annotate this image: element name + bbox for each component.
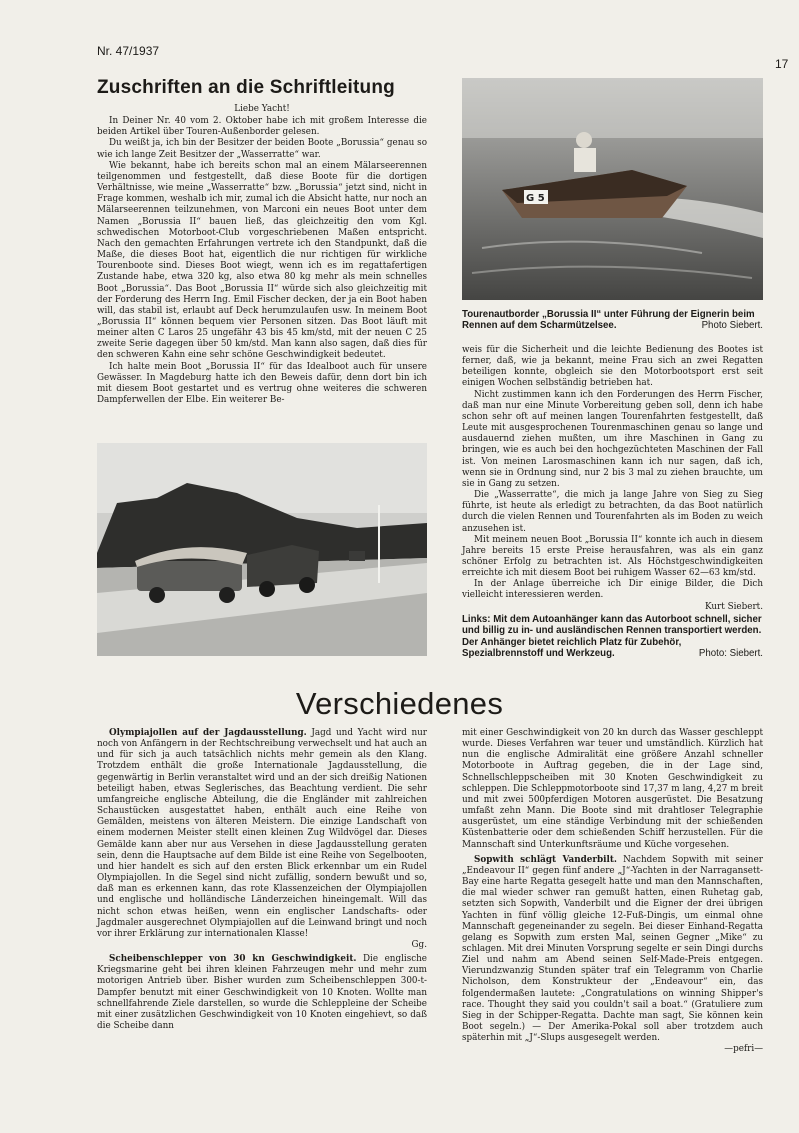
misc-left-column — [97, 728, 427, 1032]
misc-right-column — [462, 728, 763, 1056]
article-signature: —pefri— — [724, 1044, 763, 1055]
speedboat-photo — [462, 78, 763, 300]
misc-article-sopwith — [462, 855, 763, 1045]
misc-article-scheibenschlepper — [97, 954, 427, 1032]
letter-paragraph: Wie bekannt, habe ich bereits schon mal an einem Mälarseerennen teilgenommen und festgestellt, daß diese Boote für die dortigen Verhältnisse, wie meine „Wasserratte“ bzw. „Borussia“ jetzt sind, nicht in Frage kommen, weshalb ich mir, zumal ich die Absicht hatte, nur noch an Mälarseerennen teilzunehmen, von Marconi ein neues Boot unter dem Namen „Borussia II“ bauen ließ, das gleichzeitig den vom Kgl. schwedischen Motorboot-Club vorgeschriebenen Maßen entspricht. Nach den gemachten Erfahrungen vertrete ich den Standpunkt, daß die Maße, die dieses Boot hat, eigentlich die nur richtigen für wirkliche Tourenboote sind. Dieses Boot wiegt, wenn ich es im regattafertigen Zustande habe, etwa 320 kg, also etwa 80 kg mehr als mein schnelles Boot „Borussia“. Das Boot „Borussia II“ würde sich also gleichzeitig mit der Forderung des Herrn Ing. Emil Fischer decken, der ja ein Boot haben will, das stabil ist, erlaubt auf Deck herumzulaufen usw. In meinem Boot „Borussia II“ können bequem vier Personen sitzen. Das Boot läuft mit meiner alten C Laros 25 ungefähr 43 bis 45 km/std, mit der neuen C 25 zweite Serie dagegen über 50 km/std. Man kann also sagen, daß dies für den schweren Kahn eine sehr schöne Geschwindigkeit bedeutet. — [97, 160, 427, 361]
article-heading: Sopwith schlägt Vanderbilt. — [474, 854, 617, 865]
letter-paragraph: Nicht zustimmen kann ich den Forderungen des Herrn Fischer, daß man nur eine Minute Vorbereitung geben soll, denn ich habe schon sehr oft auf meinen langen Tourenfahrten festgestellt, daß Leute mit ausgesprochenen Tourenmaschinen genau so lange und ausdauernd ziehen mußten, um ihre Maschinen in Gang zu bringen, wie es auch bei den hochgezüchteten Maschinen der Fall ist. Von meinen Larosmaschinen kann ich nur sagen, daß ich, wenn sie in Ordnung sind, nur 2 bis 3 mal zu ziehen brauchte, um sie in Gang zu setzen. — [462, 389, 763, 489]
misc-section-title: Verschiedenes — [295, 686, 504, 721]
page-number: 17 — [775, 57, 789, 71]
letter-paragraph: Mit meinem neuen Boot „Borussia II“ konnte ich auch in diesem Jahre bereits 15 erste Preise herausfahren, was als ein ganz schöner Erfolg zu betrachten ist. Als Höchstgeschwindigkeiten erreichte ich mit diesem Boot bei ruhigem Wasser 62—63 km/std. — [462, 534, 763, 579]
speedboat-photo-credit: Photo Siebert. — [701, 320, 763, 332]
letter-paragraph: In der Anlage überreiche ich Dir einige Bilder, die Dich vielleicht interessieren werden. — [462, 579, 763, 601]
letter-greeting: Liebe Yacht! — [234, 104, 290, 114]
article-text: Jagd und Yacht wird nur noch von Anfängern in der Rechtschreibung verwechselt und hat auch an und für sich ja auch tatsächlich nichts mehr gemein als den Klang. Trotzdem enthält die große Internationale Jagdausstellung, die gegenwärtig in Berlin veranstaltet wird und an der sich dreißig Nationen beteiligt haben, etwas Seglerisches, das Beachtung verdient. Die sehr umfangreiche englische Abteilung, die die Engländer mit zahlreichen Schaustücken ausgestattet haben, enthält auch eine Reihe von Gemälden, meistens von älteren Meistern. Die einzige Landschaft von einem modernen Meister stellt einen kleinen Zug Wildvögel dar. Dieses Gemälde kann aber nur aus Versehen in diese Jagdausstellung geraten sein, denn die Hauptsache auf dem Bilde ist eine Reihe von Segelbooten, und hier handelt es sich auf den ersten Blick erkennbar um ein Rudel Olympiajollen. In die Segel sind nicht zufällig, sondern bewußt und so, daß man es erkennen kann, das rote Klassenzeichen der Olympiajollen und englische und holländische Länderzeichen hineingemalt. Will das nicht schon etwas heißen, wenn ein englischer Landschafts- oder Jagdmaler ausgerechnet Olympiajollen auf die Leinwand bringt und noch vor ihrer Erklärung zur internationalen Klasse! — [97, 728, 427, 939]
letter-paragraph: In Deiner Nr. 40 vom 2. Oktober habe ich mit großem Interesse die beiden Artikel über Touren-Außenborder gelesen. — [97, 116, 427, 138]
trailer-photo-caption — [462, 614, 763, 659]
trailer-photo — [97, 443, 427, 656]
trailer-photo-credit: Photo: Siebert. — [698, 647, 763, 659]
svg-text:G 5: G 5 — [526, 193, 545, 204]
letter-paragraph: Du weißt ja, ich bin der Besitzer der beiden Boote „Borussia“ genau so wie ich lange Zeit Besitzer der „Wasserratte“ war. — [97, 138, 427, 160]
speedboat-illustration — [462, 78, 763, 300]
article-heading: Olympiajollen auf der Jagdausstellung. — [109, 728, 307, 738]
trailer-caption-text: Links: Mit dem Autoanhänger kann das Autorboot schnell, sicher und billig zu in- und ausländischen Rennen transportiert werden. Der Anhänger bietet reichlich Platz für Zubehör, Spezialbrennstoff und Werkzeug. — [462, 614, 762, 659]
article-heading: Scheibenschlepper von 30 kn Geschwindigkeit. — [109, 954, 357, 965]
letter-paragraph: Die „Wasserratte“, die mich ja lange Jahre von Sieg zu Sieg führte, ist heute als erledigt zu betrachten, da das Boot natürlich durch die vielen Rennen und Tourenfahrten als im Boden zu weich anzusehen ist. — [462, 490, 763, 534]
letter-right-column — [462, 345, 763, 613]
article-text: Nachdem Sopwith mit seiner „Endeavour II“ gegen fünf andere „J“-Yachten in der Narragansett-Bay eine harte Regatta gesegelt hatte und man den Mannschaften, die mal wieder schwer ran gemußt hatten, einen Ruhetag gab, setzten sich Sopwith, Vanderbilt und die Eigner der drei übrigen Yachten in fünf völlig gleiche 12-Fuß-Dingis, um einmal ohne Mannschaft gegeneinander zu segeln. Bei dieser Einhand-Regatta gelang es Sopwith zum ersten Mal, seinen Gegner „Mike“ zu schlagen. Mit drei Minuten Vorsprung segelte er sein Dingi durchs Ziel und nahm am Abend seinen Self-Made-Preis entgegen. Vierundzwanzig Stunden später traf ein Telegramm von Charlie Nicholson, dem Konstrukteur der „Endeavour“ ein, das folgendermaßen lautete: „Congratulations on winning Shipper's race. Thought they said you couldn't sail a boat.“ (Gratuliere zum Sieg in der Schipper-Regatta. Dachte man sagt, Sie können kein Boot segeln.) — Der Amerika-Pokal soll aber trotzdem auch späterhin mit „J“-Slups ausgesegelt werden. — [462, 854, 764, 1044]
article-continuation: mit einer Geschwindigkeit von 20 kn durch das Wasser geschleppt wurde. Dieses Verfahren war teuer und umständlich. Kürzlich hat nun die englische Admiralität eine größere Anzahl schneller Motorboote in Auftrag gegeben, die in der Lage sind, Schnellschleppscheiben mit 30 Knoten Geschwindigkeit zu schleppen. Die Schleppmotorboote sind 17,37 m lang, 4,27 m breit und mit zwei 500pferdigen Motoren ausgerüstet. Die Besatzung umfaßt zehn Mann. Die Boote sind mit drahtloser Telegraphie ausgerüstet, um eine ständige Verbindung mit der schießenden Küstenbatterie oder dem schießenden Schiff herzustellen. Für die Mannschaft sind Unterkunftsräume und Küche vorgesehen. — [462, 728, 763, 850]
article-text: Die englische Kriegsmarine geht bei ihren kleinen Fahrzeugen mehr und mehr zum motorigen Antrieb über. Bisher wurden zum Scheibenschleppen 300-t-Dampfer benutzt mit einer Geschwindigkeit von 10 Knoten. Wollte man schnellfahrende Ziele darstellen, so wurde die Schleppleine der Scheibe mit einer zusätzlichen Geschwindigkeit von 10 Knoten eingehievt, so daß die Scheibe dann — [97, 954, 428, 1032]
issue-number: Nr. 47/1937 — [97, 44, 160, 58]
letter-paragraph: Ich halte mein Boot „Borussia II“ für das Idealboot auch für unsere Gewässer. In Magdeburg hatte ich den Beweis dafür, denn dort bin ich mit diesem Boot gestartet und es vertrug ohne weiteres die schweren Dampferwellen der Elbe. Ein weiterer Be- — [97, 361, 427, 406]
article-signature: Gg. — [411, 939, 427, 950]
letters-section-title: Zuschriften an die Schriftleitung — [97, 77, 395, 98]
letter-left-column — [97, 104, 427, 406]
speedboat-photo-caption — [462, 309, 763, 332]
letter-signature: Kurt Siebert. — [704, 601, 763, 612]
misc-article-olympiajollen — [97, 728, 427, 940]
car-trailer-illustration — [97, 443, 427, 656]
letter-paragraph: weis für die Sicherheit und die leichte Bedienung des Bootes ist ferner, daß, wie ja bekannt, meine Frau sich an zwei Regatten beteiligen konnte, obgleich sie den Motorbootsport erst seit einigen Wochen selbständig betrieben hat. — [462, 345, 763, 389]
speedboat-caption-text: Tourenautborder „Borussia II“ unter Führung der Eignerin beim Rennen auf dem Scharmützelsee. — [462, 309, 755, 332]
